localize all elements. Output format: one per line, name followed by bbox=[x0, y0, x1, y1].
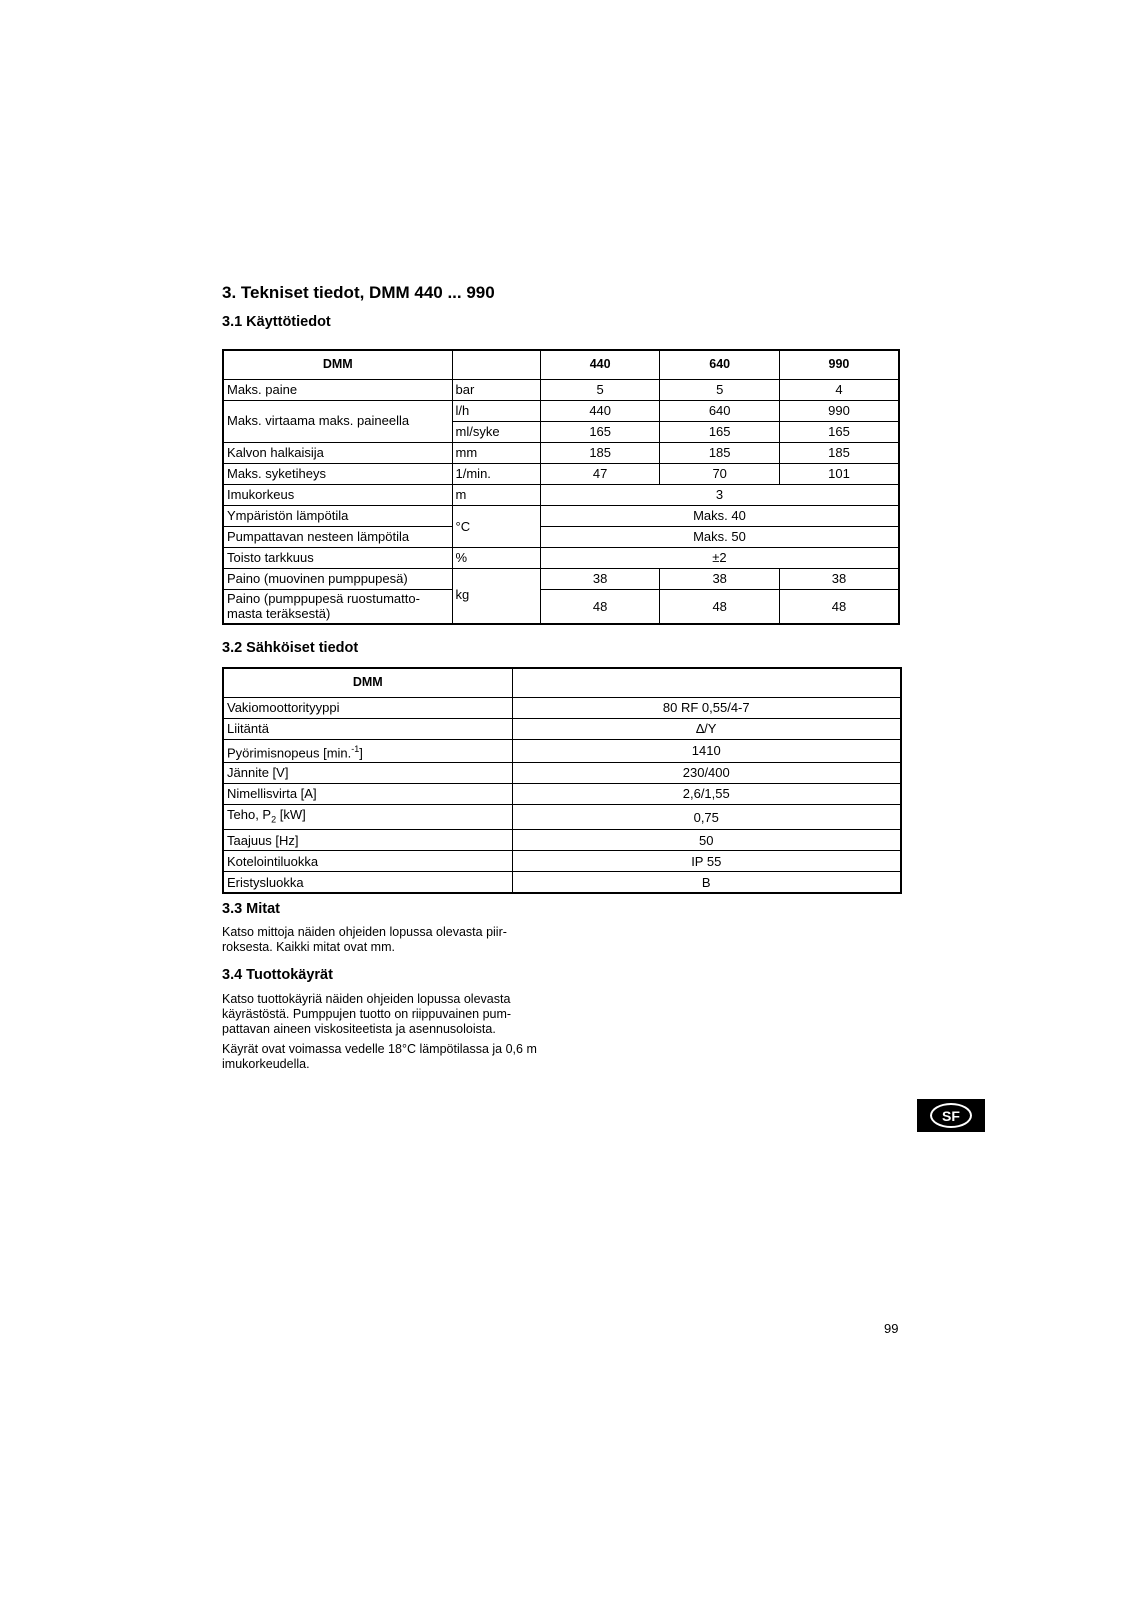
section-3-3-heading: 3.3 Mitat bbox=[222, 901, 281, 917]
value-cell: 38 bbox=[779, 568, 899, 589]
unit-cell: bar bbox=[452, 379, 540, 400]
row-label: Kotelointiluokka bbox=[223, 851, 512, 872]
value-cell: 2,6/1,55 bbox=[512, 783, 901, 804]
value-cell: ∆/Y bbox=[512, 718, 901, 739]
value-cell: 165 bbox=[540, 421, 660, 442]
subscript: 2 bbox=[271, 814, 277, 825]
unit-cell: ml/syke bbox=[452, 421, 540, 442]
value-cell: 640 bbox=[660, 400, 780, 421]
unit-cell: kg bbox=[452, 568, 540, 624]
header-cell: DMM bbox=[223, 668, 512, 697]
value-cell: 185 bbox=[779, 442, 899, 463]
value-cell: IP 55 bbox=[512, 851, 901, 872]
value-cell: 47 bbox=[540, 463, 660, 484]
table-header-row bbox=[223, 668, 901, 697]
value-cell: 5 bbox=[660, 379, 780, 400]
value-cell: 4 bbox=[779, 379, 899, 400]
header-cell: 440 bbox=[540, 350, 660, 379]
row-label: Maks. virtaama maks. paineella bbox=[223, 400, 452, 442]
section-3-4-text: Katso tuottokäyriä näiden ohjeiden lopussa olevasta käyrästöstä. Pumppujen tuotto on riippuvainen pum-pattavan aineen viskositeetista ja asennusoloista. bbox=[222, 992, 512, 1036]
section-3-2-heading: 3.2 Sähköiset tiedot bbox=[222, 640, 359, 656]
unit-cell: m bbox=[452, 484, 540, 505]
table-row bbox=[223, 589, 899, 624]
table-row bbox=[223, 830, 901, 851]
row-label: Pumpattavan nesteen lämpötila bbox=[223, 526, 452, 547]
value-cell: 5 bbox=[540, 379, 660, 400]
table-row bbox=[223, 484, 899, 505]
header-cell: 640 bbox=[660, 350, 780, 379]
table-row bbox=[223, 872, 901, 893]
table-row bbox=[223, 400, 899, 421]
value-cell: 48 bbox=[660, 589, 780, 624]
value-cell: B bbox=[512, 872, 901, 893]
row-label: Eristysluokka bbox=[223, 872, 512, 893]
row-label: Paino (muovinen pumppupesä) bbox=[223, 568, 452, 589]
table-row bbox=[223, 463, 899, 484]
table-row bbox=[223, 568, 899, 589]
table-row bbox=[223, 442, 899, 463]
value-cell: 0,75 bbox=[512, 804, 901, 830]
table-row bbox=[223, 718, 901, 739]
language-badge-label: SF bbox=[930, 1103, 972, 1128]
value-cell: 101 bbox=[779, 463, 899, 484]
row-label bbox=[223, 739, 512, 762]
table-row bbox=[223, 783, 901, 804]
unit-cell: °C bbox=[452, 505, 540, 547]
table-row bbox=[223, 526, 899, 547]
value-cell: 48 bbox=[779, 589, 899, 624]
value-cell: Maks. 50 bbox=[540, 526, 899, 547]
superscript: -1 bbox=[351, 743, 360, 754]
value-cell: 38 bbox=[540, 568, 660, 589]
table-row bbox=[223, 697, 901, 718]
row-label: Toisto tarkkuus bbox=[223, 547, 452, 568]
unit-cell: 1/min. bbox=[452, 463, 540, 484]
electrical-data-table bbox=[222, 667, 902, 894]
table-row bbox=[223, 762, 901, 783]
label-text: ] bbox=[359, 744, 363, 760]
row-label: Vakiomoottorityyppi bbox=[223, 697, 512, 718]
language-badge bbox=[917, 1099, 985, 1132]
table-header-row bbox=[223, 350, 899, 379]
unit-cell: mm bbox=[452, 442, 540, 463]
header-cell bbox=[512, 668, 901, 697]
value-cell: 165 bbox=[660, 421, 780, 442]
value-cell: Maks. 40 bbox=[540, 505, 899, 526]
row-label: Jännite [V] bbox=[223, 762, 512, 783]
unit-cell: % bbox=[452, 547, 540, 568]
value-cell: 70 bbox=[660, 463, 780, 484]
value-cell: 48 bbox=[540, 589, 660, 624]
row-label: Maks. paine bbox=[223, 379, 452, 400]
section-3-4-text-2: Käyrät ovat voimassa vedelle 18°C lämpötilassa ja 0,6 m imukorkeudella. bbox=[222, 1042, 537, 1071]
value-cell: 3 bbox=[540, 484, 899, 505]
row-label: Taajuus [Hz] bbox=[223, 830, 512, 851]
section-3-3-text: Katso mittoja näiden ohjeiden lopussa olevasta piir-roksesta. Kaikki mitat ovat mm. bbox=[222, 925, 507, 954]
row-label: Maks. syketiheys bbox=[223, 463, 452, 484]
page-number: 99 bbox=[884, 1321, 899, 1336]
row-label: Ympäristön lämpötila bbox=[223, 505, 452, 526]
row-label: Imukorkeus bbox=[223, 484, 452, 505]
table-row bbox=[223, 505, 899, 526]
table-row bbox=[223, 804, 901, 830]
value-cell: 50 bbox=[512, 830, 901, 851]
row-label: Paino (pumppupesä ruostumatto-masta teräksestä) bbox=[223, 589, 452, 624]
value-cell: 165 bbox=[779, 421, 899, 442]
value-cell: 440 bbox=[540, 400, 660, 421]
section-3-1-heading: 3.1 Käyttötiedot bbox=[222, 314, 331, 330]
value-cell: 1410 bbox=[512, 739, 901, 762]
row-label: Kalvon halkaisija bbox=[223, 442, 452, 463]
table-row bbox=[223, 547, 899, 568]
unit-cell: l/h bbox=[452, 400, 540, 421]
page-title: 3. Tekniset tiedot, DMM 440 ... 990 bbox=[222, 283, 495, 302]
section-3-4-heading: 3.4 Tuottokäyrät bbox=[222, 967, 333, 983]
header-cell bbox=[452, 350, 540, 379]
table-row bbox=[223, 739, 901, 762]
table-row bbox=[223, 379, 899, 400]
value-cell: 185 bbox=[660, 442, 780, 463]
value-cell: 38 bbox=[660, 568, 780, 589]
value-cell: 185 bbox=[540, 442, 660, 463]
label-text: Pyörimisnopeus [min. bbox=[227, 744, 352, 760]
row-label: Liitäntä bbox=[223, 718, 512, 739]
value-cell: ±2 bbox=[540, 547, 899, 568]
row-label bbox=[223, 804, 512, 830]
table-row bbox=[223, 851, 901, 872]
header-cell: DMM bbox=[223, 350, 452, 379]
label-text: Teho, P bbox=[227, 806, 272, 822]
row-label: Nimellisvirta [A] bbox=[223, 783, 512, 804]
operating-data-table bbox=[222, 349, 900, 625]
value-cell: 80 RF 0,55/4-7 bbox=[512, 697, 901, 718]
value-cell: 990 bbox=[779, 400, 899, 421]
label-text: [kW] bbox=[276, 806, 306, 822]
value-cell: 230/400 bbox=[512, 762, 901, 783]
header-cell: 990 bbox=[779, 350, 899, 379]
